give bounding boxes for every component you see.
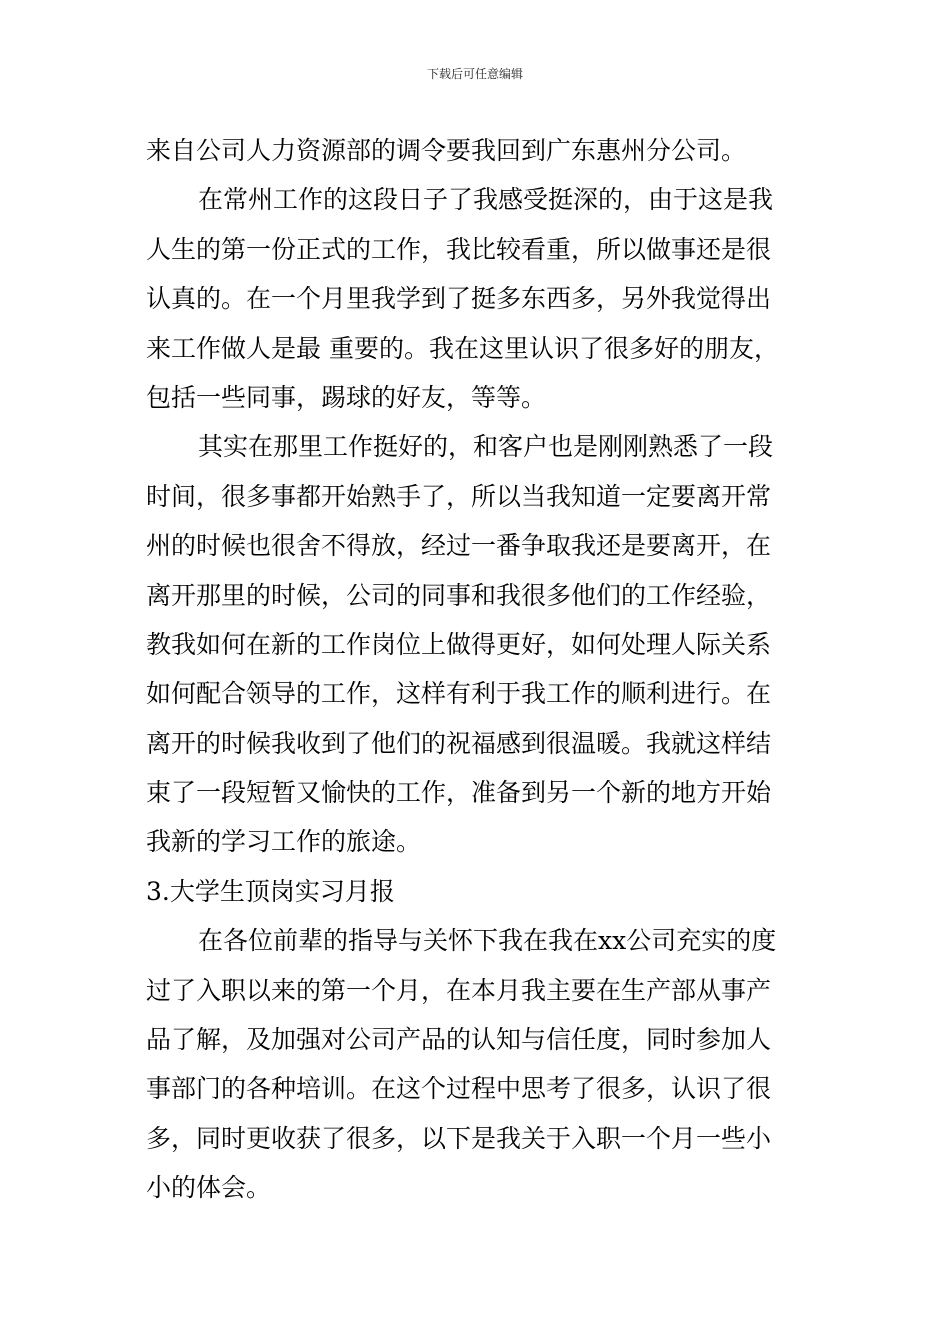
text-line: 在常州工作的这段日子了我感受挺深的，由于这是我	[198, 185, 774, 215]
document-body	[146, 126, 814, 1213]
text-line: 离开那里的时候，公司的同事和我很多他们的工作经验，	[146, 580, 772, 610]
text-line: 时间，很多事都开始熟手了，所以当我知道一定要离开常	[146, 481, 772, 511]
text-line: 品了解，及加强对公司产品的认知与信任度，同时参加人	[146, 1025, 772, 1055]
text-line: 如何配合领导的工作，这样有利于我工作的顺利进行。在	[146, 679, 772, 709]
text-line: 我新的学习工作的旅途。	[146, 827, 422, 857]
text-line: 过了入职以来的第一个月，在本月我主要在生产部从事产	[146, 975, 772, 1005]
text-line: 州的时候也很舍不得放，经过一番争取我还是要离开，在	[146, 531, 772, 561]
text-line: 教我如何在新的工作岗位上做得更好，如何处理人际关系	[146, 629, 772, 659]
text-line: 事部门的各种培训。在这个过程中思考了很多，认识了很	[146, 1074, 772, 1104]
text-line: 来工作做人是最 重要的。我在这里认识了很多好的朋友，	[146, 333, 779, 363]
section-heading: 3.大学生顶岗实习月报	[146, 876, 395, 906]
text-line: 来自公司人力资源部的调令要我回到广东惠州分公司。	[146, 136, 747, 165]
text-line: 在各位前辈的指导与关怀下我在我在xx公司充实的度	[198, 926, 777, 956]
text-line: 离开的时候我收到了他们的祝福感到很温暖。我就这样结	[146, 728, 772, 758]
text-line: 小的体会。	[146, 1173, 272, 1203]
text-line: 束了一段短暂又愉快的工作，准备到另一个新的地方开始	[146, 778, 772, 808]
text-line: 其实在那里工作挺好的，和客户也是刚刚熟悉了一段	[198, 432, 774, 462]
text-line: 人生的第一份正式的工作，我比较看重，所以做事还是很	[146, 234, 772, 264]
text-line: 认真的。在一个月里我学到了挺多东西多，另外我觉得出	[146, 284, 772, 314]
text-line: 多，同时更收获了很多，以下是我关于入职一个月一些小	[146, 1123, 772, 1153]
text-line: 包括一些同事，踢球的好友，等等。	[146, 382, 547, 412]
page-header: 下载后可任意编辑	[426, 67, 523, 81]
